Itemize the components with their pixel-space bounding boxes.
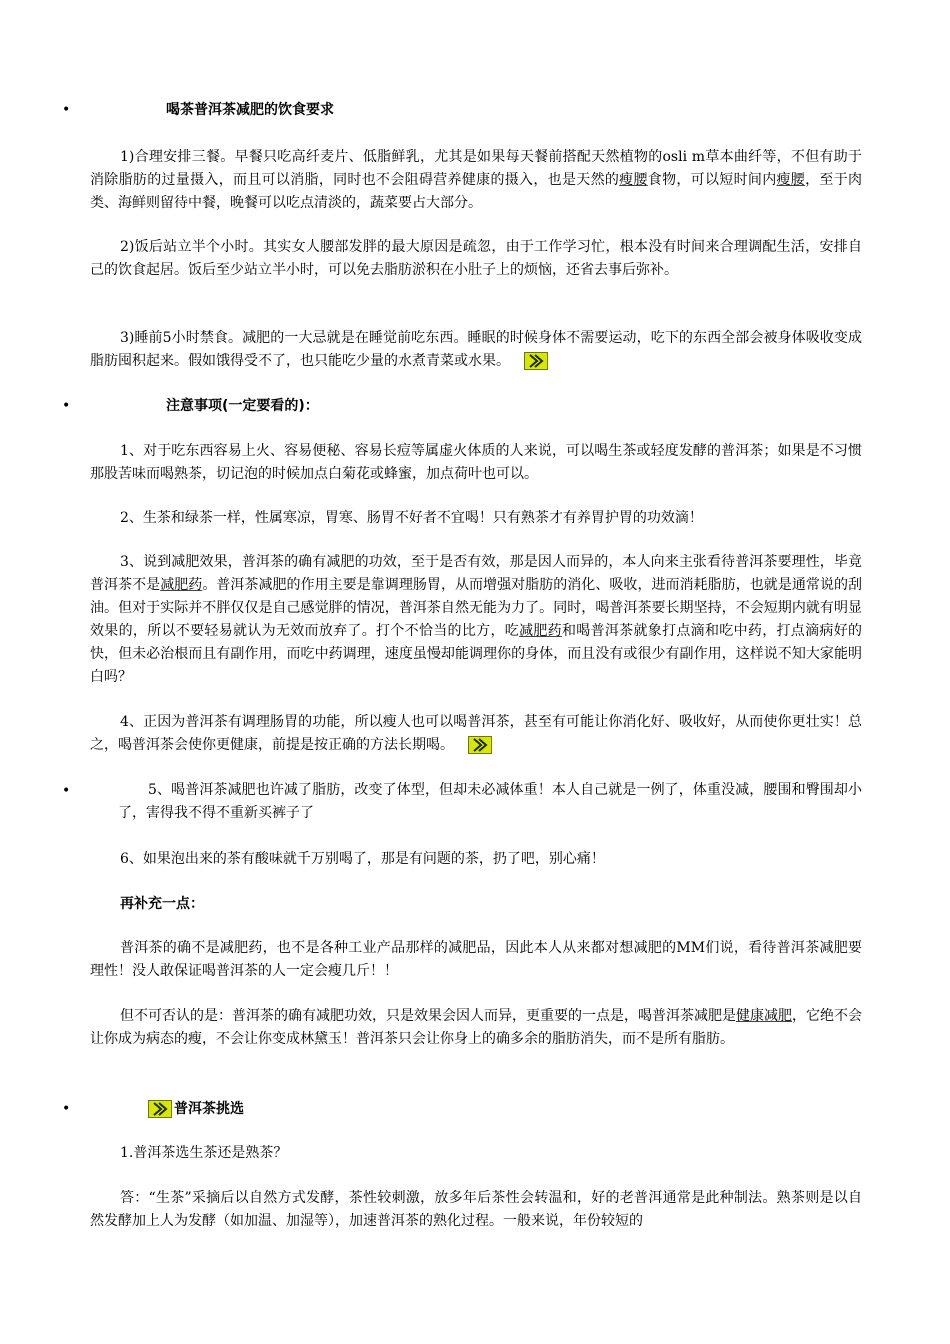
paragraph: 1、对于吃东西容易上火、容易便秘、容易长痘等属虚火体质的人来说，可以喝生茶或轻度发酵的普洱茶；如果是不习惯那股苦味而喝熟茶，切记泡的时候加点白菊花或蜂蜜，加点荷叶也可以。 bbox=[90, 443, 862, 482]
arrow-icon[interactable] bbox=[524, 352, 548, 370]
subheading: 再补充一点： bbox=[120, 896, 204, 912]
link-slim-waist[interactable]: 瘦腰 bbox=[776, 172, 806, 188]
paragraph: 答：“生茶”采摘后以自然方式发酵，茶性较刺激，放多年后茶性会转温和，好的老普洱通常是此种制法。熟茶则是以自然发酵加上人为发酵（如加温、加湿等），加速普洱茶的熟化过程。一般来说，年份较短的 bbox=[90, 1190, 862, 1229]
bullet: • bbox=[62, 1101, 71, 1117]
arrow-icon[interactable] bbox=[148, 1100, 172, 1118]
section-heading: 喝茶普洱茶减肥的饮食要求 bbox=[166, 102, 334, 118]
paragraph: 普洱茶的确不是减肥药，也不是各种工业产品那样的减肥品，因此本人从来都对想减肥的MM们说，看待普洱茶减肥要理性！没人敢保证喝普洱茶的人一定会瘦几斤！！ bbox=[90, 940, 862, 979]
paragraph: 但不可否认的是：普洱茶的确有减肥功效，只是效果会因人而异，更重要的一点是，喝普洱茶减肥是健康减肥，它绝不会让你成为病态的瘦，不会让你变成林黛玉！普洱茶只会让你身上的确多余的脂肪消失，而不是所有脂肪。 bbox=[90, 1008, 862, 1047]
heading-wrap bbox=[148, 1097, 244, 1121]
bullet: • bbox=[62, 398, 71, 414]
paragraph: 2、生茶和绿茶一样，性属寒凉，胃寒、肠胃不好者不宜喝！只有熟茶才有养胃护胃的功效滴！ bbox=[120, 510, 703, 526]
bullet: • bbox=[62, 783, 71, 799]
section-heading: 注意事项(一定要看的)： bbox=[166, 398, 319, 414]
link-diet-pill[interactable]: 减肥药 bbox=[160, 577, 203, 593]
link-diet-pill[interactable]: 减肥药 bbox=[519, 623, 562, 639]
paragraph: 2)饭后站立半个小时。其实女人腰部发胖的最大原因是疏忽，由于工作学习忙，根本没有时间来合理调配生活，安排自己的饮食起居。饭后至少站立半小时，可以免去脂肪淤积在小肚子上的烦恼，还省去事后弥补。 bbox=[90, 239, 862, 278]
paragraph: 5、喝普洱茶减肥也许减了脂肪，改变了体型，但却未必减体重！本人自己就是一例了，体重没减，腰围和臀围却小了，害得我不得不重新买裤子了 bbox=[118, 782, 862, 821]
arrow-icon[interactable] bbox=[468, 736, 492, 754]
question: 1.普洱茶选生茶还是熟茶？ bbox=[120, 1145, 288, 1161]
section-heading: 普洱茶挑选 bbox=[174, 1101, 244, 1117]
paragraph: 4、正因为普洱茶有调理肠胃的功能，所以瘦人也可以喝普洱茶，甚至有可能让你消化好、吸收好，从而使你更壮实！总之，喝普洱茶会使你更健康，前提是按正确的方法长期喝。 bbox=[90, 714, 862, 753]
paragraph: 6、如果泡出来的茶有酸味就千万别喝了，那是有问题的茶，扔了吧，别心痛！ bbox=[120, 851, 605, 867]
bullet: • bbox=[62, 102, 71, 118]
paragraph: 3)睡前5小时禁食。减肥的一大忌就是在睡觉前吃东西。睡眠的时候身体不需要运动，吃下的东西全部会被身体吸收变成脂肪囤积起来。假如饿得受不了，也只能吃少量的水煮青菜或水果。 bbox=[90, 330, 862, 369]
paragraph: 1)合理安排三餐。早餐只吃高纤麦片、低脂鲜乳，尤其是如果每天餐前搭配天然植物的osli m草本曲纤等，不但有助于消除脂肪的过量摄入，而且可以消脂，同时也不会阻碍营养健康的摄入，也是天然的瘦腰食物，可以短时间内瘦腰，至于肉类、海鲜则留待中餐，晚餐可以吃点清淡的，蔬菜要占大部分。 bbox=[90, 149, 863, 211]
link-healthy-slimming[interactable]: 健康减肥 bbox=[736, 1008, 792, 1024]
paragraph: 3、说到减肥效果，普洱茶的确有减肥的功效，至于是否有效，那是因人而异的，本人向来主张看待普洱茶要理性，毕竟普洱茶不是减肥药。普洱茶减肥的作用主要是靠调理肠胃，从而增强对脂肪的消化、吸收，进而消耗脂肪，也就是通常说的刮油。但对于实际并不胖仅仅是自己感觉胖的情况，普洱茶自然无能为力了。同时，喝普洱茶要长期坚持，不会短期内就有明显效果的，所以不要轻易就认为无效而放弃了。打个不恰当的比方，吃减肥药和喝普洱茶就象打点滴和吃中药，打点滴病好的快，但未必治根而且有副作用，而吃中药调理，速度虽慢却能调理你的身体，而且没有或很少有副作用，这样说不知大家能明白吗？ bbox=[90, 554, 863, 685]
link-slim-waist[interactable]: 瘦腰 bbox=[619, 172, 648, 188]
